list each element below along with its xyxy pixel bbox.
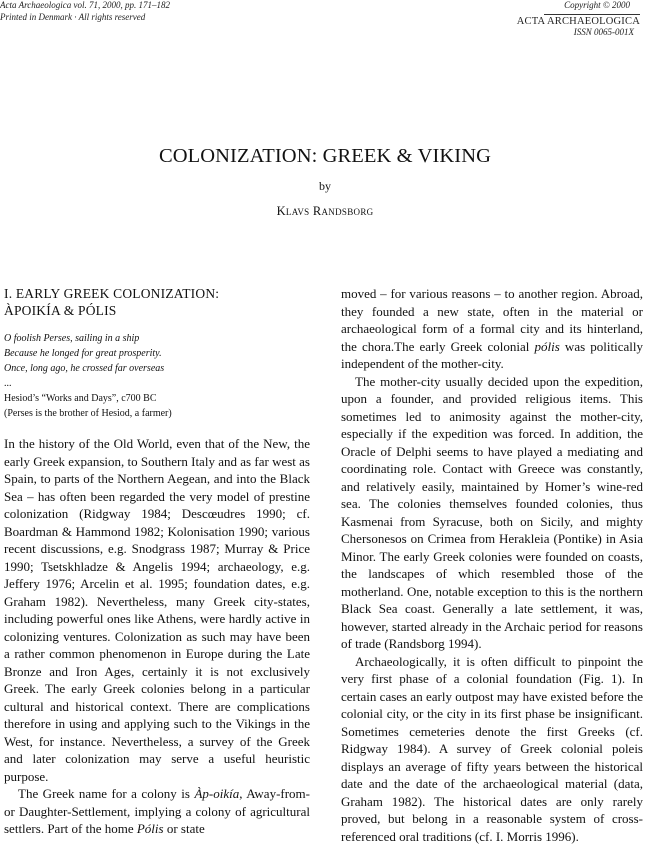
copyright-notice: Copyright © 2000 — [564, 0, 630, 10]
term-apoikia: Àp-oikía — [194, 786, 240, 801]
byline-by: by — [319, 179, 331, 193]
term-polis: pólis — [534, 338, 560, 354]
section-heading-line1: I. EARLY GREEK COLONIZATION: — [4, 286, 220, 301]
journal-name: ACTA ARCHAEOLOGICA — [516, 15, 640, 27]
body-paragraph: In the history of the Old World, even that of the New, the early Greek expansion, to Southern Italy and as far west as Spain, to parts of the Northern Aegean, and into the Black Sea – has often been regarded the very model of prestine colonization (Ridgway 1984; Descœudres 1990; cf. Boardman & Hammond 1982; Kolonisation 1990; various recent discussions, e.g. Snodgrass 1987; Murray & Price 1990; Tsetskhladze & Angelis 1994; archaeology, e.g. Jeffery 1976; Arcelin et al. 1995; foundation dates, e.g. Graham 1982). Nevertheless, many Greek city-states, including powerful ones like Athens, were hardly active in colonizing ventures. Colonization as such may have been a rather common phenomenon in Europe during the Late Bronze and Iron Ages, certainly it is not exclusively Greek. The early Greek colonies belong in a particular cultural and historical context. There are complications therefore in using and applying such to the Vikings in the West, for instance. Nevertheless, a survey of the Greek and later colonization may serve a useful heuristic purpose. — [4, 436, 310, 784]
issn: ISSN 0065-001X — [573, 27, 634, 37]
epigraph-note: (Perses is the brother of Hesiod, a farmer) — [4, 408, 172, 419]
epigraph-line: Because he longed for great prosperity. — [4, 348, 162, 359]
epigraph-line: O foolish Perses, sailing in a ship — [4, 333, 140, 344]
body-paragraph: The mother-city usually decided upon the expedition, upon a founder, and provided religious items. This sometimes led to animosity against the mother-city, especially if the expedition was forced. In addition, the Oracle of Delphi seems to have played a mediating and coordinating role. Contact with Greece was constantly, and relatively easily, maintained by Homer’s wine-red sea. The colonies themselves founded colonies, thus Kasmenai from Syracuse, both on Sicily, and mighty Chersonesos on Crimea from Herakleia (Pontike) in Asia Minor. The early Greek colonies were founded on coasts, the landscapes of which resembled those of the motherland. One, notable exception to this is the northern Black Sea coast. Generally a late settlement, it was, however, started already in the Archaic period for reasons of trade (Randsborg 1994). — [341, 373, 643, 651]
section-heading-line2: ÀPOIKÍA & PÓLIS — [4, 303, 117, 318]
body-paragraph: moved – for various reasons – to another region. Abroad, they founded a new state, often in the material or archaeological form of a formal city and its hinterland, the chora.The early Greek colonial pólis was politically independent of the mother-city. — [341, 286, 643, 371]
header-rule — [544, 14, 640, 15]
printed-notice: Printed in Denmark · All rights reserved — [0, 11, 146, 22]
body-paragraph: Archaeologically, it is often difficult to pinpoint the very first phase of a colonial foundation (Fig. 1). In certain cases an early outpost may have existed before the colonial city, or the city in its first phase be insignificant. Sometimes cemeteries denote the first Greeks (cf. Ridgway 1984). A survey of Greek colonial poleis displays an average of fifty years between the historical date and the date of the archaeological material (data, Graham 1982). The historical dates are only rarely proved, but belong in a reasonable system of cross-referenced oral traditions (cf. I. Morris 1996). — [341, 653, 643, 844]
page-header-left — [0, 0, 170, 23]
journal-citation: Acta Archaeologica vol. 71, 2000, pp. 171–182 — [0, 0, 170, 10]
section-heading — [4, 285, 310, 319]
author-name: Klavs Randsborg — [276, 204, 374, 218]
article-title: COLONIZATION: GREEK & VIKING — [158, 145, 492, 167]
body-paragraph: The Greek name for a colony is Àp-oikía, Away-from- or Daughter-Settlement, implying a colony of agricultural settlers. Part of the home Pólis or state — [4, 786, 310, 836]
right-column — [341, 285, 643, 845]
term-polis: Pólis — [136, 821, 164, 836]
epigraph-ellipsis: ... — [4, 378, 12, 389]
epigraph — [4, 331, 310, 421]
epigraph-line: Once, long ago, he crossed far overseas — [4, 363, 165, 374]
epigraph-source: Hesiod’s “Works and Days”, c700 BC — [4, 393, 157, 404]
page-header-right — [517, 0, 640, 39]
left-column — [4, 285, 310, 838]
